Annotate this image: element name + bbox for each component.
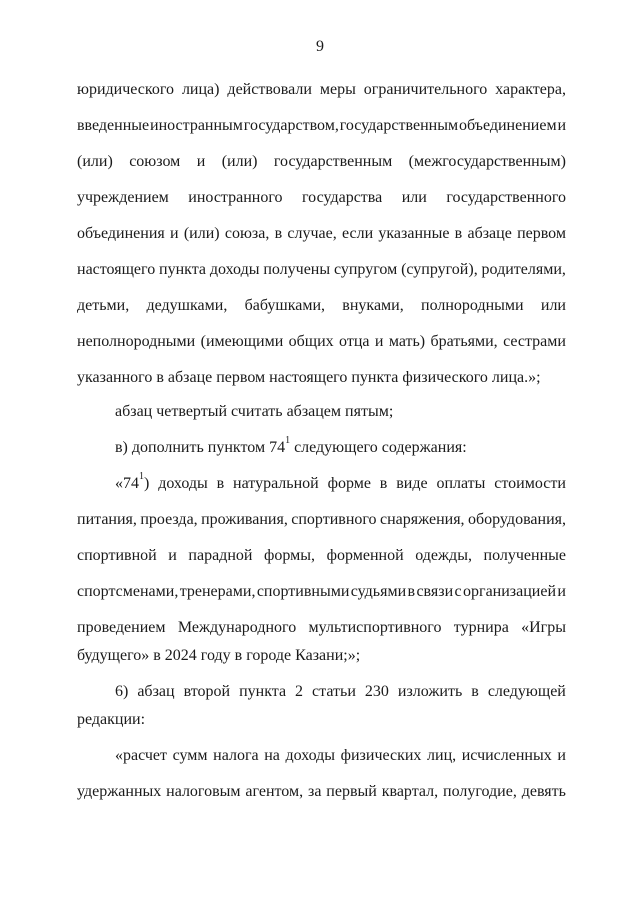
word: доходы: [209, 261, 260, 278]
word: девять: [521, 783, 566, 800]
word: государством,: [243, 117, 339, 134]
word: статьи: [312, 683, 356, 700]
text-before-superscript: в) дополнить пунктом 74: [115, 439, 286, 456]
text-line: редакции:: [77, 711, 146, 728]
word: организацией: [463, 583, 556, 600]
word: внуками,: [342, 297, 404, 314]
text-line: [115, 435, 566, 458]
word: и: [557, 583, 566, 600]
word: доходы: [285, 747, 336, 764]
word: налоговым: [166, 783, 241, 800]
word: полученные: [483, 547, 566, 564]
word: полугодие,: [443, 783, 517, 800]
word: в: [379, 475, 388, 492]
word: юридического: [77, 81, 174, 98]
text-line: [115, 471, 566, 494]
word: союза,: [224, 225, 270, 242]
text-line: будущего» в 2024 году в городе Казани;»;: [77, 647, 361, 664]
word: меры: [319, 81, 356, 98]
word: [115, 435, 467, 456]
word: лица): [181, 81, 220, 98]
word: парадной: [188, 547, 253, 564]
word: агентом,: [245, 783, 304, 800]
text-line: [77, 224, 566, 244]
word: одежды,: [415, 547, 472, 564]
word: полнородными: [421, 297, 524, 314]
word: и: [196, 153, 206, 170]
word: родителями,: [481, 261, 566, 278]
text-line: [77, 510, 566, 530]
word: «расчет: [115, 747, 168, 764]
word: проезда,: [140, 511, 198, 528]
word: иностранным: [150, 117, 243, 134]
word: стоимости: [494, 475, 566, 492]
text-line: [77, 188, 566, 208]
word: виде: [396, 475, 428, 492]
word: проведением: [77, 619, 166, 636]
word: второй: [183, 683, 231, 700]
word: (имеющими: [200, 333, 284, 350]
word: супругом: [333, 261, 398, 278]
word: действовали: [227, 81, 312, 98]
word: указанные: [378, 225, 450, 242]
word: и: [168, 547, 177, 564]
word: общих: [288, 333, 334, 350]
word: сумм: [172, 747, 208, 764]
word: оборудования,: [468, 511, 566, 528]
word: государственным: [273, 153, 393, 170]
word: формы,: [264, 547, 316, 564]
text-line: [77, 782, 566, 802]
text-before-superscript: «74: [115, 475, 139, 492]
word: «Игры: [521, 619, 566, 636]
word: в: [407, 583, 416, 600]
word: объединения: [77, 225, 165, 242]
word: квартал,: [381, 783, 439, 800]
word: в: [471, 683, 479, 700]
word: отца: [339, 333, 370, 350]
word: получены: [263, 261, 331, 278]
word: и: [557, 117, 566, 134]
word: в: [216, 475, 225, 492]
word: турнира: [453, 619, 509, 636]
word: [115, 471, 150, 494]
word: (или): [77, 153, 113, 170]
word: государства: [302, 189, 383, 206]
word: неполнородными: [77, 333, 196, 350]
word: спортивными: [256, 583, 350, 600]
text-line: [77, 618, 566, 638]
word: 6): [115, 683, 129, 700]
word: 2: [295, 683, 304, 700]
word: (или): [183, 225, 220, 242]
text-line: [77, 80, 566, 100]
word: государственного: [446, 189, 566, 206]
text-line: абзац четвертый считать абзацем пятым;: [115, 403, 394, 420]
page-number: 9: [316, 38, 324, 55]
word: изложить: [397, 683, 463, 700]
word: иностранного: [188, 189, 283, 206]
word: питания,: [77, 511, 137, 528]
word: объединением: [458, 117, 557, 134]
text-line: [77, 582, 566, 602]
word: (супругой),: [401, 261, 478, 278]
word: натуральной: [233, 475, 319, 492]
word: Международного: [177, 619, 297, 636]
word: абзац: [137, 683, 175, 700]
word: сестрами: [503, 333, 566, 350]
word: мать): [388, 333, 426, 350]
word: пункта: [239, 683, 287, 700]
word: или: [401, 189, 427, 206]
word: ограничительного: [363, 81, 488, 98]
word: форме: [327, 475, 371, 492]
word: спортивного: [291, 511, 377, 528]
word: братьями,: [430, 333, 498, 350]
word: (или): [221, 153, 258, 170]
word: налога: [213, 747, 259, 764]
word: и: [557, 747, 566, 764]
word: бабушками,: [244, 297, 326, 314]
word: если: [341, 225, 374, 242]
word: физических: [340, 747, 422, 764]
word: снаряжения,: [380, 511, 465, 528]
word: введенные: [77, 117, 150, 134]
word: форменной: [326, 547, 404, 564]
word: первый: [326, 783, 377, 800]
word: лиц,: [427, 747, 457, 764]
word: учреждением: [77, 189, 169, 206]
word: на: [264, 747, 280, 764]
superscript: 1: [285, 435, 291, 446]
word: спортивной: [77, 547, 157, 564]
word: связи: [416, 583, 454, 600]
word: тренерами,: [179, 583, 256, 600]
word: и: [170, 225, 179, 242]
text-line: [77, 546, 566, 566]
text-line: [77, 332, 566, 352]
word: за: [308, 783, 322, 800]
word: в: [454, 225, 463, 242]
text-line: [77, 152, 566, 172]
word: 230: [364, 683, 389, 700]
word: оплаты: [436, 475, 486, 492]
word: с: [454, 583, 462, 600]
word: характера,: [495, 81, 566, 98]
word: абзаце: [467, 225, 512, 242]
word: и: [374, 333, 384, 350]
word: дедушками,: [146, 297, 228, 314]
word: государственным: [339, 117, 459, 134]
text-line: [77, 260, 566, 280]
word: доходы: [158, 475, 208, 492]
word: (межгосударственным): [408, 153, 566, 170]
superscript: 1: [139, 471, 144, 482]
text-after-superscript: следующего содержания:: [290, 439, 467, 456]
text-line: [77, 296, 566, 316]
word: в: [274, 225, 283, 242]
word: случае,: [287, 225, 337, 242]
word: мультиспортивного: [308, 619, 442, 636]
word: пункта: [159, 261, 207, 278]
word: настоящего: [77, 261, 156, 278]
text-line: указанного в абзаце первом настоящего пункта физического лица.»;: [77, 369, 541, 386]
word: детьми,: [77, 297, 130, 314]
word: или: [540, 297, 566, 314]
word: проживания,: [201, 511, 288, 528]
text-line: [115, 682, 566, 702]
word: первом: [517, 225, 566, 242]
word: союзом: [129, 153, 181, 170]
word: судьями: [350, 583, 407, 600]
word: следующей: [487, 683, 566, 700]
word: удержанных: [77, 783, 162, 800]
text-line: [115, 746, 566, 766]
text-after-superscript: ): [144, 475, 150, 492]
text-line: [77, 116, 566, 136]
word: спортсменами,: [77, 583, 179, 600]
word: исчисленных: [461, 747, 552, 764]
